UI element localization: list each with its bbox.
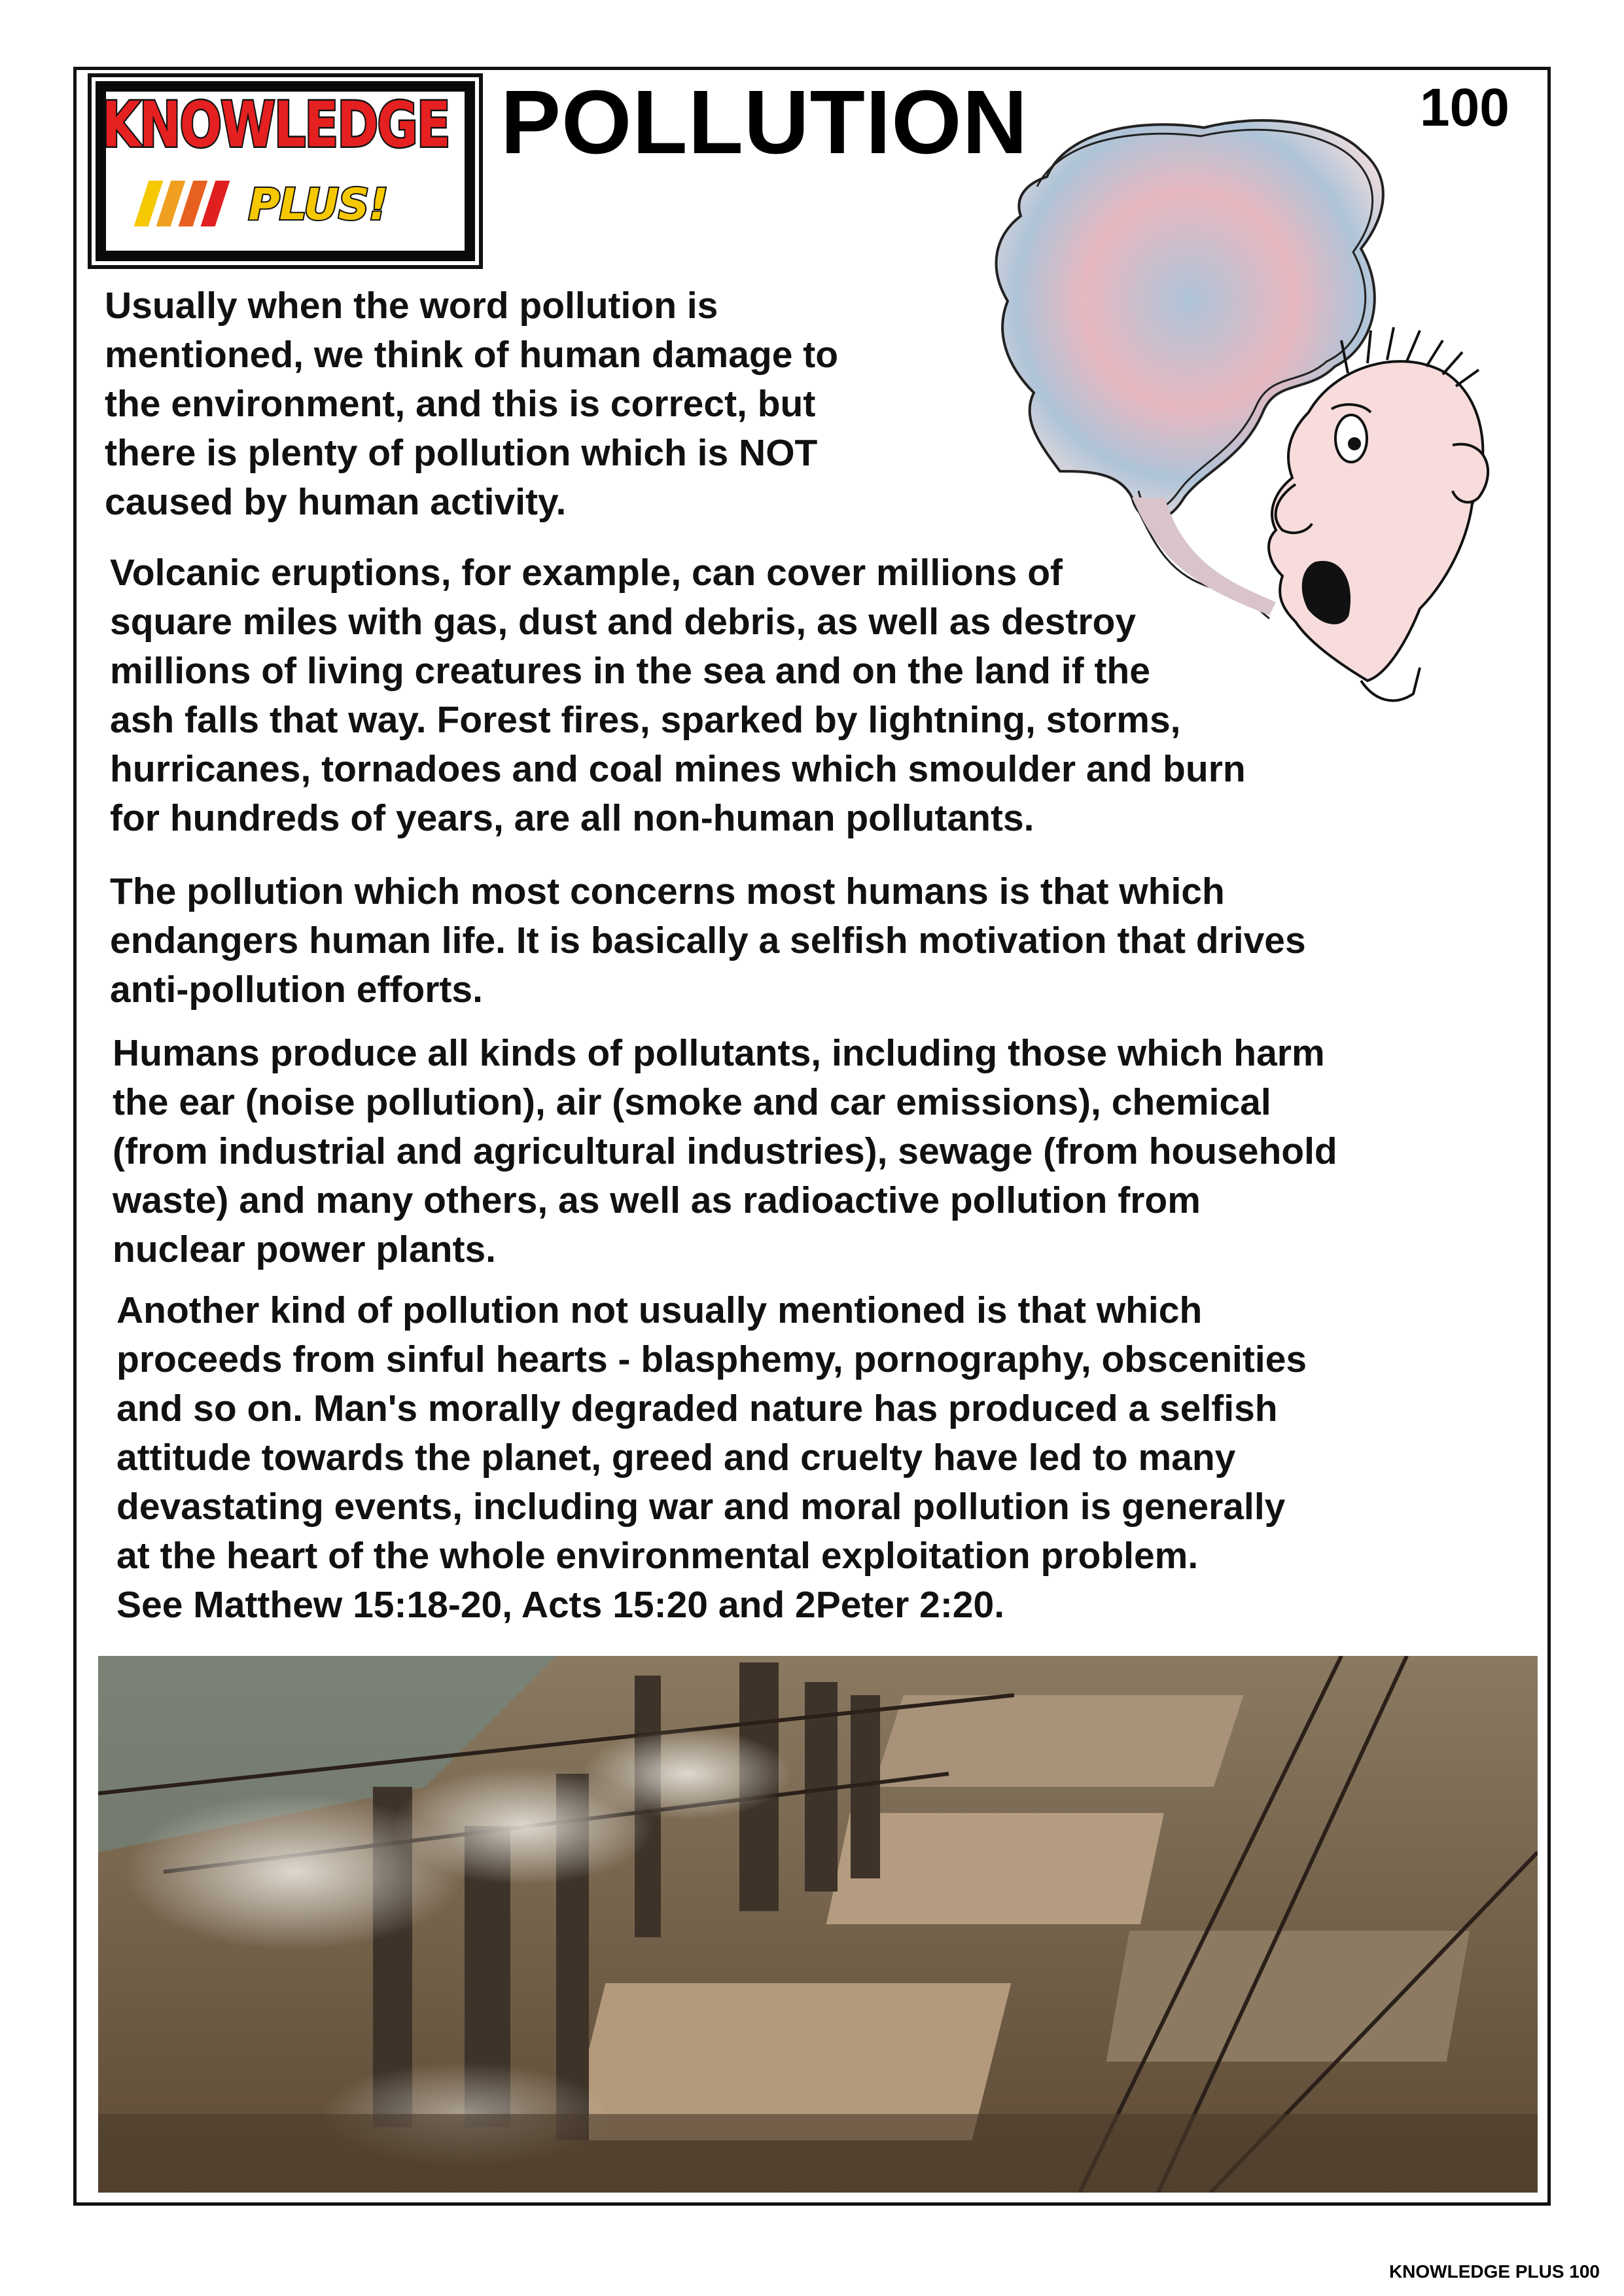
moral-pollution-paragraph: Another kind of pollution not usually mentioned is that which proceeds from sinful hearts - blasphemy, pornography, obscenities and so on. Man's morally degraded nature has produced a selfish attitude towards the planet, greed and cruelty have led to many devastating events, including war and moral pollution is generally at the heart of the whole environmental exploitation problem. See Matthew 15:18-20, Acts 15:20 and 2Peter 2:20. xyxy=(116,1289,1307,1626)
face-ear xyxy=(1453,444,1488,503)
industrial-plant-drawing xyxy=(98,1656,1538,2193)
face-pupil xyxy=(1348,437,1361,450)
natural-pollution-paragraph: Volcanic eruptions, for example, can cover millions of square miles with gas, dust and debris, as well as destroy millions of living creatures in the sea and on the land if the ash falls that way. Forest fires, sparked by lightning, storms, hurricanes, tornadoes and coal mines which smoulder and burn for hundreds of years, are all non-human pollutants. xyxy=(110,552,1246,839)
footer-label: KNOWLEDGE PLUS 100 xyxy=(1388,2261,1600,2282)
human-concern-paragraph: The pollution which most concerns most humans is that which endangers human life. It is basically a selfish motivation that drives anti-pollution efforts. xyxy=(110,870,1306,1011)
knowledge-plus-logo xyxy=(92,77,479,265)
intro-paragraph: Usually when the word pollution is mentioned, we think of human damage to the environment, and this is correct, but there is plenty of pollution which is NOT caused by human activity. xyxy=(105,285,839,523)
page-title: POLLUTION xyxy=(501,72,1029,173)
human-pollutants-paragraph: Humans produce all kinds of pollutants, including those which harm the ear (noise pollution), air (smoke and car emissions), chemical (from industrial and agricultural industries), sewage (from household waste) and many others, as well as radioactive pollution from nuclear power plants. xyxy=(113,1032,1337,1270)
logo-line2: PLUS! xyxy=(248,179,388,230)
logo-line1: KNOWLEDGE xyxy=(102,88,450,162)
industrial-plant-photo xyxy=(98,1656,1538,2193)
page-number: 100 xyxy=(1420,78,1509,137)
